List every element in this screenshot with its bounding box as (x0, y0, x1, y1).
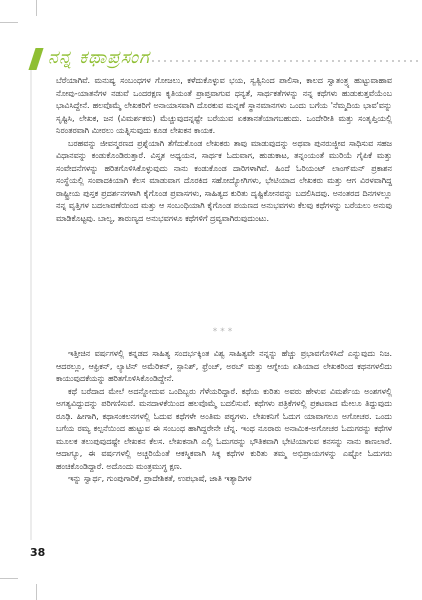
body-text-top (56, 75, 392, 225)
body-text-bottom (56, 348, 392, 486)
crop-mark-bottom-left-v (36, 584, 37, 600)
header-dotted-rule (150, 60, 422, 62)
paragraph: ಬೆರೆಯಾಗಿವೆ. ಮನುಷ್ಯ ಸಂಬಂಧಗಳ ಗೋಜಲು, ಕಳೆದುಕೊಳ್ಳುವ ಭಯ, ಸ್ವತ್ವಿನಿಂದ ಪಾಲಿಸಾ, ಕಾಲದ ಸ್ವಾತಂತ್ರ್ಯ ಹುಟ್ಟುವಾಹಾವ ನೋವು-ಯಾತನೆಗಳ ನಡುವೆ ಒಂದರಕ್ಷಣ ಕೃತಿಯಂತೆ ಪ್ರಾಪ್ತವಾಗುವ ಧನ್ಯತೆ, ಸಾರ್ಥಕತೆಗಳನ್ನು ನನ್ನ ಕಥೆಗಳು ಹುಡುಕುತ್ತವೆಯೆಂಬ ಭಾವಿಸಿದ್ದೇನೆ. ಹಲವೊಮ್ಮೆ ಲೇಖಕರಿಗೆ ಅನಾಯಾಸವಾಗಿ ದೊರಕುವ ಮನ್ನಣೆ ಸ್ಥಾನಮಾನಗಳು ಒಂದು ಬಗೆಯ 'ನೆಮ್ಮದಿಯ ಭಾವ'ವನ್ನು ಸೃಷ್ಟಿಸಿ, ಲೇಖಕ, ಜನ (ವಿಮರ್ಶಕರು) ಮೆಚ್ಚುವುದನ್ನಷ್ಟೇ ಬರೆಯುವ ಏಕತಾನತೆಯಾಗಬಹುದು. ಒಂದೇರೀತಿ ಮತ್ತು ಸಂತೃಪ್ತಿಯಲ್ಲಿ ನಿರಂತರವಾಗಿ ಮೀರಲು ಯತ್ನಿಸುವುದು ಕೂಡ ಲೇಖಕನ ಕಾಯಕ. (56, 76, 392, 135)
paragraph: ಇತ್ತೀಚಿನ ವರ್ಷಗಳಲ್ಲಿ ಕನ್ನಡದ ಸಾಹಿತ್ಯ ಸಂದರ್ಭಕ್ಕಿಂತ ವಿಶ್ವ ಸಾಹಿತ್ಯವೇ ನನ್ನನ್ನು ಹೆಚ್ಚು ಪ್ರಭಾವಗೊಳಿಸಿದೆ ಎನ್ನುವುದು ನಿಜ. ಆದರಲ್ಲೂ, ಆಫ್ರಿಕನ್, ಲ್ಯಾಟಿನ್ ಅಮೆರಿಕನ್, ಸ್ಪಾನಿಶ್, ಫ್ರೆಂಚ್, ಅರಬ್ ಮತ್ತು ಆಗ್ನೇಯ ಏಶಿಯಾದ ಲೇಖಕರಿಂದ ಕಥನಗಳಲಿದು ಕಾಯುವುದಕೆಯನ್ನು ಹರಿತಗೊಳಿಸಿಕೊಂಡಿದ್ದೇನೆ. (56, 349, 392, 383)
page-number: 38 (30, 546, 46, 559)
section-title: ನನ್ನ ಕಥಾಪ್ರಸಂಗ (48, 47, 150, 68)
header-accent-mark (28, 48, 43, 70)
crop-mark-top-left-h (0, 22, 18, 23)
paragraph: ಇನ್ನು ಸ್ವಾರ್ಥ, ಗುಂಪುಗಾರಿಕೆ, ಪ್ರಾದೇಶಿಕತೆ, ಉಪಭಾಷೆ, ಜಾತಿ ಇತ್ಯಾದಿಗಳ (68, 474, 252, 483)
paragraph: ಕಥೆ ಬರೆದಾದ ಮೇಲೆ ಅದನ್ನೋದುವ ಒಂದಿಬ್ಬರು ಗೆಳೆಯರಿದ್ದಾರೆ. ಕಥೆಯ ಕುರಿತು ಅವರು ಹೇಳುವ ವಿಮರ್ಶೆಯ ಅಂಶಗಳಲ್ಲಿ ಅಗತ್ಯವಿದ್ದುದನ್ನು ಪರಿಗಣಿಸುವೆ. ಮನದಾಳಕೆಯಿಂದ ಹಲವೊಮ್ಮೆ ಬದಲಿಸುವೆ. ಕಥೆಗಳು ಪತ್ರಿಕೆಗಳಲ್ಲಿ ಪ್ರಕಟವಾದ ಮೇಲೂ ತಿದ್ದುವುದು ರೂಢಿ. ಹೀಗಾಗಿ, ಕಥಾಸಂಕಲನಗಳಲ್ಲಿ ಓದುವ ಕಥೆಗಳೇ ಅಂತಿಮ ಪಠ್ಯಗಳು. ಲೇಖಕನಿಗೆ ಓದುಗ ಯಾವಾಗಲೂ ಅಗೋಚರ. ಒಂದು ಬಗೆಯ ರಮ್ಯ ಕಲ್ಪನೆಯಿಂದ ಹುಟ್ಟುವ ಈ ಸಂಬಂಧ ಹಾಗಿದ್ದರೇನೇ ಚೆನ್ನ. ಇಂಥ ನೂರಾರು ಅನಾಮಿಕ-ಅಗೋಚರ ಓದುಗರನ್ನು ಕಥೆಗಳ ಮೂಲಕ ತಲುಪುವುದಷ್ಟೇ ಲೇಖಕನ ಕೆಲಸ. ಲೇಖಕನಾಗಿ ಎಲ್ಲಿ ಓದುಗರನ್ನು ಭೌತಿಕವಾಗಿ ಭೇಟಿಯಾಗುವ ಕನಸನ್ನು ನಾನು ಕಾಣಲಾರೆ. ಆದಾಗ್ಯೂ, ಈ ವರ್ಷಗಳಲ್ಲಿ ಅಚ್ಚರಿಯೆಂತೆ ಆಕಸ್ಮಿಕವಾಗಿ ಸಿಕ್ಕ ಕಥೆಗಳ ಕುರಿತು ತಮ್ಮ ಅಭಿಪ್ರಾಯಗಳನ್ನು ಎಷ್ಟೋ ಓದುಗರು ಹಂಚಿಕೊಂಡಿದ್ದಾರೆ. ಅದೊಂದು ಮಂತ್ರಮುಗ್ಧ ಕ್ಷಣ. (56, 386, 392, 471)
section-divider: *** (212, 327, 236, 337)
section-header (32, 44, 422, 74)
margin-rule (30, 70, 32, 540)
paragraph: ಬರಹವನ್ನು ಜೀವನ್ಮರಣದ ಪ್ರಶ್ನೆಯಾಗಿ ತೆಗೆದುಕೊಂಡ ಲೇಖಕರು ತಾವು ಮಾಡುವುದನ್ನು ಅಥವಾ ಪುನರುಜ್ಜೀವ ಸಾಧಿಸುವ ಸಹಜ ವಿಧಾನವನ್ನು ಕಂಡುಕೊಂಡಿರುತ್ತಾರೆ. ವಿಸ್ತೃತ ಅಧ್ಯಯನ, ಸಾರ್ಥಕ ಓದುವಾಗ, ಹುಡುಕಾಟ, ತನ್ನಂಯಂತೆ ಮುರಿಯೆ ಗೈಪಿಕೆ ಮತ್ತು ಸಂವೇದನೆಗಳನ್ನು ಹರಿತಗೊಳಿಸಿಕೊಳ್ಳುವುದು ನಾನು ಕಂಡುಕೊಂಡ ದಾರಿಗಳಾಗಿವೆ. ಹಿಂದೆ ಓರಿಯಂಟ್ ಲಾಂಗ್‌ಮನ್ ಪ್ರಕಾಶನ ಸಂಸ್ಥೆಯಲ್ಲಿ ಸಂಪಾದಕಿಯಾಗಿ ಕೆಲಸ ಮಾಡುವಾಗ ದೊರಕಿದ ಸಹೋದ್ಯೋಗಿಗಳು, ಭೇಟಿಯಾದ ಲೇಖಕರು ಮತ್ತು ಆಗ ವಿರಳವಾಗಿದ್ದ ರಾಷ್ಟ್ರೀಯ ಪುಸ್ತಕ ಪ್ರದರ್ಶನಗಳಾಗಿ ಕೈಗೊಂಡ ಪ್ರವಾಸಗಳು, ಸಾಹಿತ್ಯದ ಕುರಿತು ದೃಷ್ಟಿಕೋನವನ್ನು ಬದಲಿಸಿದವು. ಅನಂತರದ ದಿನಗಳಲ್ಲೂ ನನ್ನ ವೃತ್ತಿಗಳ ಬದಲಾವಣೆಯಿಂದ ಮತ್ತು ಆ ಸಂಬಂಧಿಯಾಗಿ ಕೈಗೊಂಡ ಪಯಣದ ಅನುಭವಗಳು ಕೆಲವು ಕಥೆಗಳನ್ನು ಬರೆಯಲು ಅನುವು ಮಾಡಿಕೊಟ್ಟವು. ಬಾಲ್ಯ, ತಾರುಣ್ಯದ ಅನುಭವಗಳೂ ಕಥೆಗಳಿಗೆ ದ್ರವ್ಯವಾಗಿರುವುದುಂಟು. (56, 138, 392, 223)
crop-mark-bottom-left-h (0, 578, 18, 579)
crop-mark-top-left-v (36, 0, 37, 16)
